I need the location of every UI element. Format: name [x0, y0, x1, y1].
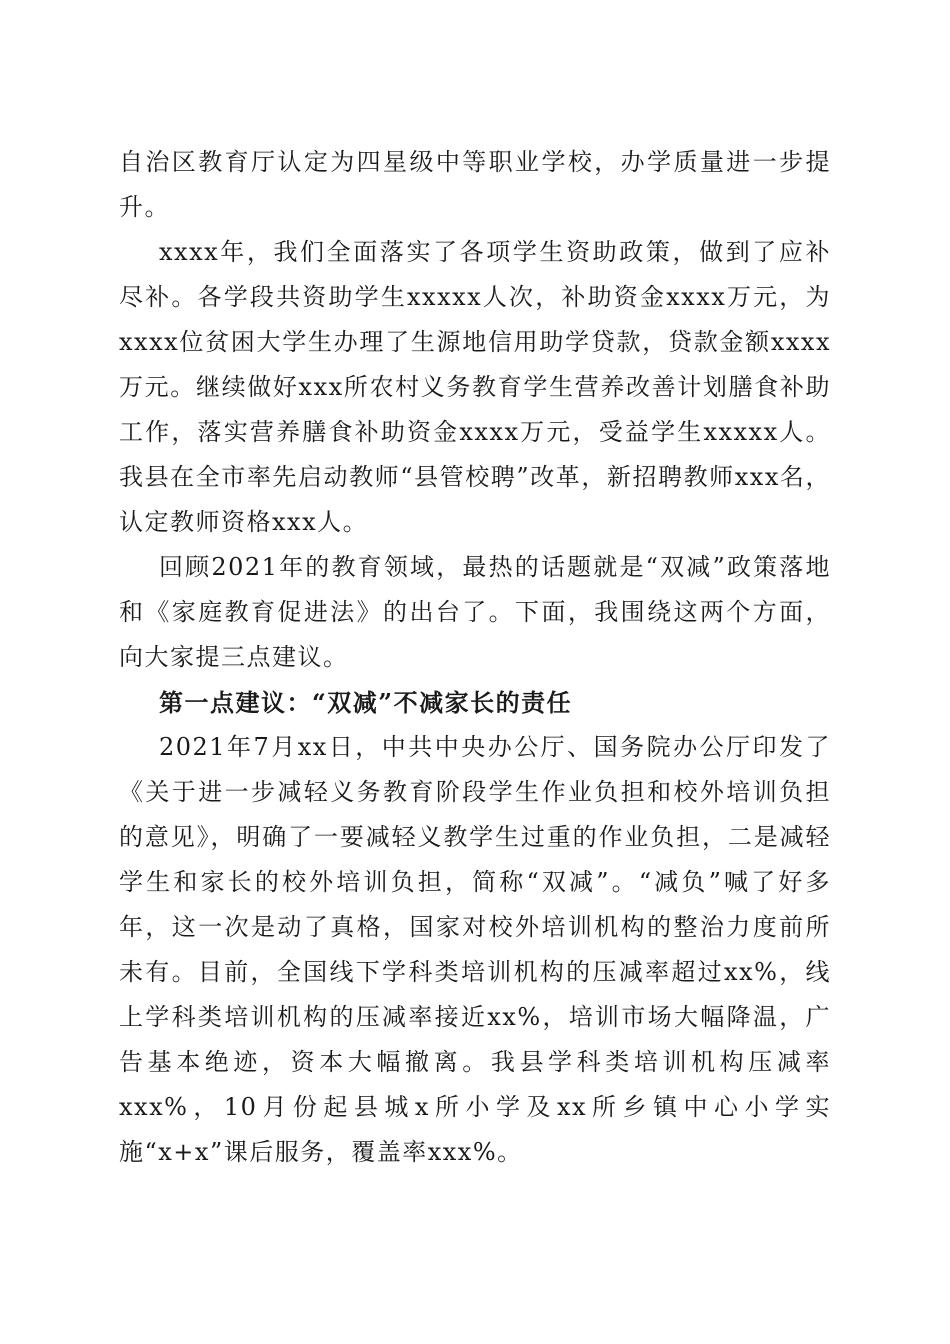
paragraph-continuation: 自治区教育厅认定为四星级中等职业学校，办学质量进一步提升。	[119, 148, 831, 221]
document-page	[119, 140, 831, 1175]
section-heading-first-suggestion: 第一点建议：“双减”不减家长的责任	[159, 688, 573, 717]
paragraph-student-aid: xxxx年，我们全面落实了各项学生资助政策，做到了应补尽补。各学段共资助学生xxxxx人次，补助资金xxxx万元，为xxxx位贫困大学生办理了生源地信用助学贷款，贷款金额xxxx万元。继续做好xxx所农村义务教育学生营养改善计划膳食补助工作，落实营养膳食补助资金xxxx万元，受益学生xxxxx人。我县在全市率先启动教师“县管校聘”改革，新招聘教师xxx名，认定教师资格xxx人。	[119, 238, 831, 536]
paragraph-review-2021: 回顾2021年的教育领域，最热的话题就是“双减”政策落地和《家庭教育促进法》的出台了。下面，我围绕这两个方面，向大家提三点建议。	[119, 553, 831, 671]
paragraph-double-reduction: 2021年7月xx日，中共中央办公厅、国务院办公厅印发了《关于进一步减轻义务教育阶段学生作业负担和校外培训负担的意见》，明确了一要减轻义教学生过重的作业负担，二是减轻学生和家长的校外培训负担，简称“双减”。“减负”喊了好多年，这一次是动了真格，国家对校外培训机构的整治力度前所未有。目前，全国线下学科类培训机构的压减率超过xx%，线上学科类培训机构的压减率接近xx%，培训市场大幅降温，广告基本绝迹，资本大幅撤离。我县学科类培训机构压减率xxx%，10月份起县城x所小学及xx所乡镇中心小学实施“x+x”课后服务，覆盖率xxx%。	[119, 733, 831, 1166]
